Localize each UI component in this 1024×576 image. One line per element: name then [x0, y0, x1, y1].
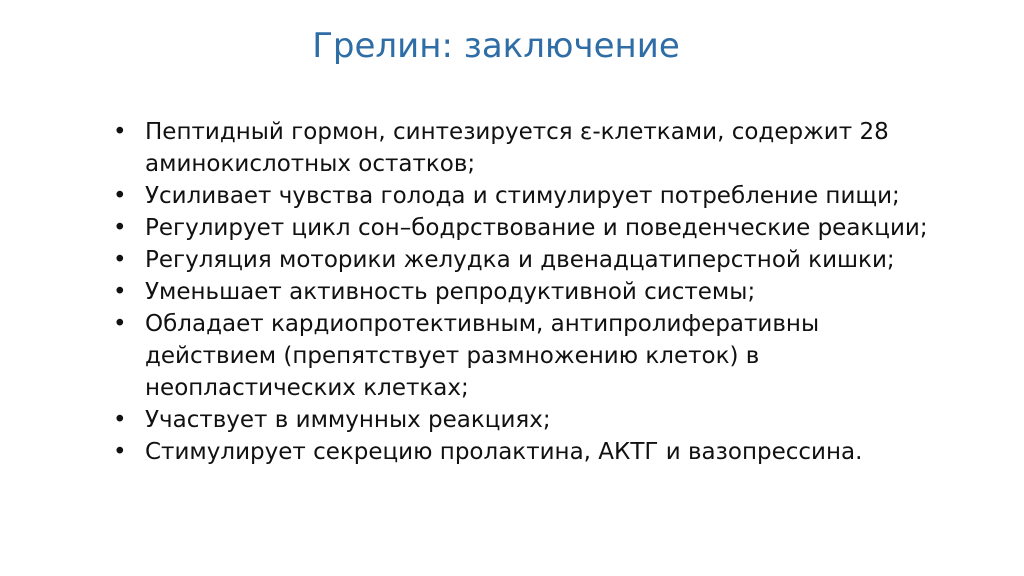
bullet-text: Усиливает чувства голода и стимулирует потребление пищи;	[145, 183, 900, 209]
bullet-marker: •	[113, 247, 127, 273]
bullet-item	[113, 276, 943, 308]
bullet-text: Уменьшает активность репродуктивной системы;	[145, 279, 756, 305]
slide-title: Грелин: заключение	[312, 26, 680, 66]
bullet-marker: •	[113, 119, 127, 145]
bullet-text: Регулирует цикл сон–бодрствование и поведенческие реакции;	[145, 215, 928, 241]
bullet-item	[113, 116, 943, 180]
bullet-item	[113, 244, 943, 276]
bullet-text: Участвует в иммунных реакциях;	[145, 407, 551, 433]
bullet-marker: •	[113, 439, 127, 465]
bullet-marker: •	[113, 183, 127, 209]
bullet-text: Обладает кардиопротективным, антипролиферативны действием (препятствует размножению клеток) в неопластических клетках;	[145, 311, 820, 401]
bullet-item	[113, 308, 943, 404]
bullet-list	[113, 116, 943, 468]
bullet-marker: •	[113, 215, 127, 241]
bullet-text: Пептидный гормон, синтезируется ε-клетками, содержит 28 аминокислотных остатков;	[145, 119, 889, 177]
bullet-marker: •	[113, 407, 127, 433]
bullet-item	[113, 404, 943, 436]
bullet-text: Регуляция моторики желудка и двенадцатиперстной кишки;	[145, 247, 895, 273]
bullet-marker: •	[113, 279, 127, 305]
bullet-item	[113, 180, 943, 212]
bullet-text: Стимулирует секрецию пролактина, АКТГ и вазопрессина.	[145, 439, 863, 465]
bullet-item	[113, 436, 943, 468]
bullet-marker: •	[113, 311, 127, 337]
bullet-item	[113, 212, 943, 244]
